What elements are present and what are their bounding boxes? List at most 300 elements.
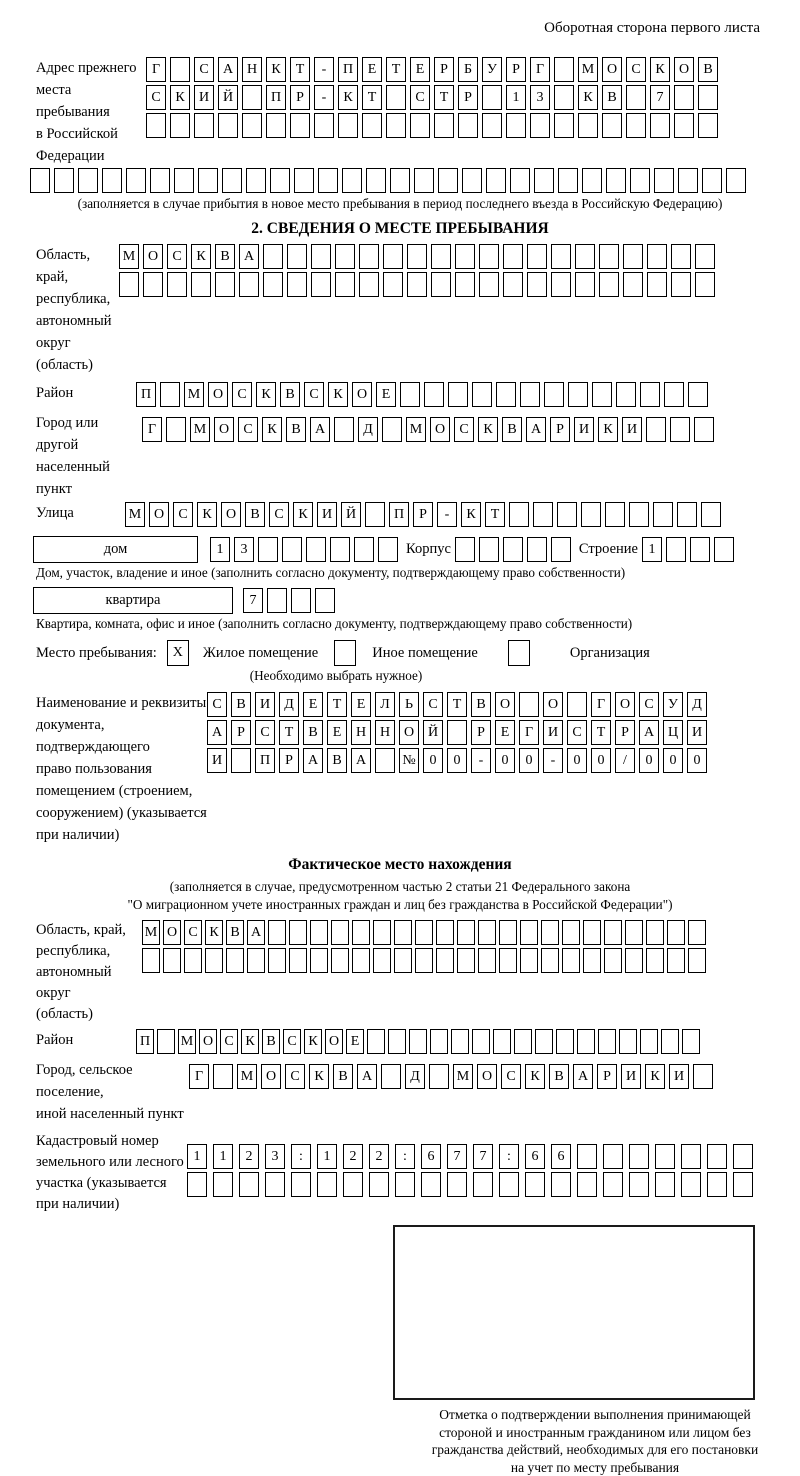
char-box[interactable]: Г — [146, 57, 166, 82]
char-box[interactable]: В — [280, 382, 300, 407]
char-box[interactable] — [362, 113, 382, 138]
char-box[interactable] — [157, 1029, 175, 1054]
char-box[interactable]: К — [328, 382, 348, 407]
char-box[interactable]: 1 — [210, 537, 230, 562]
char-box[interactable] — [534, 168, 554, 193]
char-box[interactable]: В — [333, 1064, 353, 1089]
char-box[interactable] — [530, 113, 550, 138]
char-box[interactable]: 7 — [447, 1144, 467, 1169]
char-box[interactable] — [143, 272, 163, 297]
char-box[interactable]: Д — [405, 1064, 425, 1089]
char-box[interactable]: 0 — [567, 748, 587, 773]
char-box[interactable] — [625, 948, 643, 973]
char-box[interactable] — [623, 272, 643, 297]
char-box[interactable]: С — [639, 692, 659, 717]
char-box[interactable] — [661, 1029, 679, 1054]
char-box[interactable]: К — [478, 417, 498, 442]
char-box[interactable]: Е — [495, 720, 515, 745]
char-box[interactable]: 0 — [591, 748, 611, 773]
checkbox-other-premises[interactable] — [334, 640, 356, 666]
char-box[interactable] — [527, 537, 547, 562]
char-box[interactable] — [431, 272, 451, 297]
char-box[interactable]: С — [207, 692, 227, 717]
char-box[interactable] — [289, 920, 307, 945]
char-box[interactable] — [558, 168, 578, 193]
char-box[interactable] — [473, 1172, 493, 1197]
char-box[interactable]: А — [310, 417, 330, 442]
char-box[interactable]: 0 — [447, 748, 467, 773]
char-box[interactable] — [226, 948, 244, 973]
char-box[interactable] — [213, 1064, 233, 1089]
char-box[interactable]: 1 — [213, 1144, 233, 1169]
char-box[interactable] — [533, 502, 553, 527]
char-box[interactable]: М — [142, 920, 160, 945]
char-box[interactable] — [455, 272, 475, 297]
char-box[interactable]: 1 — [317, 1144, 337, 1169]
char-box[interactable]: А — [303, 748, 323, 773]
char-box[interactable] — [458, 113, 478, 138]
char-box[interactable] — [334, 417, 354, 442]
char-box[interactable]: В — [215, 244, 235, 269]
char-box[interactable] — [479, 272, 499, 297]
char-box[interactable]: Е — [362, 57, 382, 82]
char-box[interactable] — [664, 382, 684, 407]
char-box[interactable]: Е — [351, 692, 371, 717]
char-box[interactable] — [395, 1172, 415, 1197]
char-box[interactable] — [554, 113, 574, 138]
char-box[interactable] — [424, 382, 444, 407]
char-box[interactable] — [415, 948, 433, 973]
char-box[interactable]: А — [526, 417, 546, 442]
char-box[interactable]: С — [501, 1064, 521, 1089]
char-box[interactable]: О — [602, 57, 622, 82]
char-box[interactable] — [410, 113, 430, 138]
char-box[interactable] — [170, 113, 190, 138]
char-box[interactable]: С — [626, 57, 646, 82]
char-box[interactable]: 7 — [243, 588, 263, 613]
char-box[interactable] — [667, 920, 685, 945]
char-box[interactable] — [388, 1029, 406, 1054]
char-box[interactable] — [606, 168, 626, 193]
char-box[interactable]: О — [325, 1029, 343, 1054]
char-box[interactable] — [640, 1029, 658, 1054]
char-box[interactable]: Й — [423, 720, 443, 745]
char-box[interactable]: С — [285, 1064, 305, 1089]
char-box[interactable] — [268, 920, 286, 945]
char-box[interactable]: П — [255, 748, 275, 773]
char-box[interactable] — [667, 948, 685, 973]
char-box[interactable]: С — [194, 57, 214, 82]
char-box[interactable]: К — [170, 85, 190, 110]
char-box[interactable]: 0 — [495, 748, 515, 773]
char-box[interactable]: С — [454, 417, 474, 442]
char-box[interactable]: : — [499, 1144, 519, 1169]
char-box[interactable]: С — [173, 502, 193, 527]
char-box[interactable] — [310, 948, 328, 973]
char-box[interactable] — [478, 948, 496, 973]
char-box[interactable]: Р — [597, 1064, 617, 1089]
char-box[interactable]: В — [286, 417, 306, 442]
char-box[interactable]: И — [669, 1064, 689, 1089]
char-box[interactable]: И — [207, 748, 227, 773]
char-box[interactable] — [479, 244, 499, 269]
char-box[interactable] — [365, 502, 385, 527]
char-box[interactable]: Р — [615, 720, 635, 745]
char-box[interactable] — [213, 1172, 233, 1197]
char-box[interactable]: В — [549, 1064, 569, 1089]
char-box[interactable]: И — [687, 720, 707, 745]
char-box[interactable] — [451, 1029, 469, 1054]
char-box[interactable] — [394, 920, 412, 945]
char-box[interactable] — [695, 272, 715, 297]
char-box[interactable]: А — [247, 920, 265, 945]
char-box[interactable] — [409, 1029, 427, 1054]
char-box[interactable]: О — [143, 244, 163, 269]
char-box[interactable]: О — [477, 1064, 497, 1089]
char-box[interactable] — [160, 382, 180, 407]
char-box[interactable]: С — [167, 244, 187, 269]
char-box[interactable] — [263, 272, 283, 297]
char-box[interactable] — [503, 244, 523, 269]
char-box[interactable]: О — [674, 57, 694, 82]
char-box[interactable] — [520, 920, 538, 945]
char-box[interactable] — [707, 1172, 727, 1197]
char-box[interactable]: Е — [303, 692, 323, 717]
char-box[interactable] — [577, 1029, 595, 1054]
char-box[interactable] — [306, 537, 326, 562]
char-box[interactable] — [390, 168, 410, 193]
char-box[interactable]: П — [136, 1029, 154, 1054]
char-box[interactable] — [258, 537, 278, 562]
char-box[interactable]: - — [437, 502, 457, 527]
char-box[interactable]: Г — [189, 1064, 209, 1089]
char-box[interactable]: 2 — [239, 1144, 259, 1169]
char-box[interactable] — [457, 920, 475, 945]
char-box[interactable]: Т — [279, 720, 299, 745]
char-box[interactable]: К — [241, 1029, 259, 1054]
char-box[interactable] — [688, 382, 708, 407]
char-box[interactable] — [678, 168, 698, 193]
char-box[interactable] — [430, 1029, 448, 1054]
char-box[interactable] — [592, 382, 612, 407]
char-box[interactable]: - — [314, 57, 334, 82]
char-box[interactable] — [191, 272, 211, 297]
char-box[interactable]: 7 — [650, 85, 670, 110]
char-box[interactable]: К — [309, 1064, 329, 1089]
char-box[interactable]: 6 — [421, 1144, 441, 1169]
char-box[interactable]: С — [232, 382, 252, 407]
char-box[interactable]: К — [461, 502, 481, 527]
char-box[interactable]: И — [621, 1064, 641, 1089]
char-box[interactable]: С — [269, 502, 289, 527]
char-box[interactable] — [520, 948, 538, 973]
char-box[interactable]: 0 — [519, 748, 539, 773]
char-box[interactable] — [429, 1064, 449, 1089]
char-box[interactable]: О — [430, 417, 450, 442]
char-box[interactable] — [265, 1172, 285, 1197]
char-box[interactable] — [314, 113, 334, 138]
char-box[interactable]: К — [598, 417, 618, 442]
char-box[interactable]: И — [255, 692, 275, 717]
char-box[interactable] — [407, 272, 427, 297]
char-box[interactable] — [119, 272, 139, 297]
char-box[interactable]: 1 — [642, 537, 662, 562]
char-box[interactable] — [263, 244, 283, 269]
char-box[interactable] — [666, 537, 686, 562]
char-box[interactable]: С — [423, 692, 443, 717]
char-box[interactable] — [690, 537, 710, 562]
char-box[interactable] — [562, 920, 580, 945]
char-box[interactable] — [146, 113, 166, 138]
char-box[interactable] — [310, 920, 328, 945]
char-box[interactable] — [698, 113, 718, 138]
char-box[interactable] — [575, 244, 595, 269]
char-box[interactable]: О — [399, 720, 419, 745]
char-box[interactable]: К — [262, 417, 282, 442]
char-box[interactable] — [693, 1064, 713, 1089]
char-box[interactable]: - — [471, 748, 491, 773]
char-box[interactable] — [373, 920, 391, 945]
char-box[interactable]: О — [214, 417, 234, 442]
char-box[interactable] — [268, 948, 286, 973]
char-box[interactable]: У — [663, 692, 683, 717]
char-box[interactable] — [677, 502, 697, 527]
char-box[interactable] — [400, 382, 420, 407]
char-box[interactable] — [623, 244, 643, 269]
char-box[interactable]: К — [525, 1064, 545, 1089]
char-box[interactable] — [407, 244, 427, 269]
char-box[interactable] — [577, 1144, 597, 1169]
char-box[interactable]: Т — [362, 85, 382, 110]
char-box[interactable] — [575, 272, 595, 297]
char-box[interactable]: 2 — [369, 1144, 389, 1169]
char-box[interactable]: 0 — [639, 748, 659, 773]
char-box[interactable] — [373, 948, 391, 973]
char-box[interactable] — [342, 168, 362, 193]
char-box[interactable]: - — [543, 748, 563, 773]
char-box[interactable] — [578, 113, 598, 138]
char-box[interactable]: М — [125, 502, 145, 527]
char-box[interactable]: Е — [376, 382, 396, 407]
char-box[interactable]: Р — [434, 57, 454, 82]
char-box[interactable] — [150, 168, 170, 193]
char-box[interactable] — [414, 168, 434, 193]
char-box[interactable]: Т — [386, 57, 406, 82]
char-box[interactable] — [629, 1144, 649, 1169]
char-box[interactable]: Н — [351, 720, 371, 745]
char-box[interactable] — [315, 588, 335, 613]
char-box[interactable]: К — [304, 1029, 322, 1054]
char-box[interactable] — [479, 537, 499, 562]
char-box[interactable] — [215, 272, 235, 297]
char-box[interactable] — [509, 502, 529, 527]
char-box[interactable] — [583, 920, 601, 945]
char-box[interactable]: 1 — [187, 1144, 207, 1169]
char-box[interactable] — [102, 168, 122, 193]
char-box[interactable] — [551, 272, 571, 297]
char-box[interactable] — [604, 948, 622, 973]
char-box[interactable] — [386, 85, 406, 110]
char-box[interactable] — [604, 920, 622, 945]
char-box[interactable] — [599, 272, 619, 297]
char-box[interactable]: Т — [447, 692, 467, 717]
char-box[interactable] — [242, 113, 262, 138]
char-box[interactable]: Ц — [663, 720, 683, 745]
char-box[interactable] — [670, 417, 690, 442]
char-box[interactable] — [562, 948, 580, 973]
char-box[interactable]: К — [197, 502, 217, 527]
char-box[interactable] — [436, 948, 454, 973]
char-box[interactable] — [166, 417, 186, 442]
char-box[interactable] — [707, 1144, 727, 1169]
char-box[interactable]: Е — [327, 720, 347, 745]
char-box[interactable] — [582, 168, 602, 193]
char-box[interactable] — [640, 382, 660, 407]
char-box[interactable]: Н — [375, 720, 395, 745]
char-box[interactable] — [381, 1064, 401, 1089]
char-box[interactable] — [318, 168, 338, 193]
char-box[interactable]: М — [406, 417, 426, 442]
char-box[interactable] — [382, 417, 402, 442]
char-box[interactable]: П — [389, 502, 409, 527]
char-box[interactable] — [551, 537, 571, 562]
char-box[interactable] — [654, 168, 674, 193]
char-box[interactable] — [544, 382, 564, 407]
char-box[interactable]: С — [255, 720, 275, 745]
char-box[interactable] — [170, 57, 190, 82]
char-box[interactable]: Т — [434, 85, 454, 110]
char-box[interactable] — [167, 272, 187, 297]
char-box[interactable] — [478, 920, 496, 945]
char-box[interactable]: Н — [242, 57, 262, 82]
char-box[interactable] — [726, 168, 746, 193]
char-box[interactable] — [520, 382, 540, 407]
char-box[interactable] — [647, 244, 667, 269]
char-box[interactable]: М — [178, 1029, 196, 1054]
char-box[interactable] — [30, 168, 50, 193]
char-box[interactable] — [603, 1144, 623, 1169]
char-box[interactable]: М — [190, 417, 210, 442]
char-box[interactable] — [438, 168, 458, 193]
char-box[interactable] — [222, 168, 242, 193]
char-box[interactable] — [655, 1144, 675, 1169]
char-box[interactable] — [291, 1172, 311, 1197]
char-box[interactable]: Б — [458, 57, 478, 82]
char-box[interactable] — [394, 948, 412, 973]
char-box[interactable]: И — [194, 85, 214, 110]
char-box[interactable]: : — [395, 1144, 415, 1169]
char-box[interactable]: В — [226, 920, 244, 945]
char-box[interactable]: : — [291, 1144, 311, 1169]
char-box[interactable] — [457, 948, 475, 973]
char-box[interactable]: Т — [485, 502, 505, 527]
char-box[interactable] — [671, 272, 691, 297]
char-box[interactable]: Е — [410, 57, 430, 82]
char-box[interactable] — [359, 244, 379, 269]
char-box[interactable] — [455, 244, 475, 269]
char-box[interactable]: С — [304, 382, 324, 407]
checkbox-organization[interactable] — [508, 640, 530, 666]
char-box[interactable]: № — [399, 748, 419, 773]
char-box[interactable] — [646, 920, 664, 945]
char-box[interactable]: П — [136, 382, 156, 407]
char-box[interactable]: - — [314, 85, 334, 110]
char-box[interactable]: 6 — [551, 1144, 571, 1169]
char-box[interactable] — [510, 168, 530, 193]
char-box[interactable]: Р — [279, 748, 299, 773]
char-box[interactable] — [431, 244, 451, 269]
char-box[interactable] — [682, 1029, 700, 1054]
char-box[interactable] — [493, 1029, 511, 1054]
char-box[interactable]: М — [119, 244, 139, 269]
char-box[interactable]: Е — [346, 1029, 364, 1054]
char-box[interactable] — [421, 1172, 441, 1197]
char-box[interactable]: А — [239, 244, 259, 269]
char-box[interactable] — [447, 1172, 467, 1197]
char-box[interactable] — [506, 113, 526, 138]
char-box[interactable] — [472, 382, 492, 407]
char-box[interactable] — [378, 537, 398, 562]
char-box[interactable] — [688, 920, 706, 945]
char-box[interactable] — [733, 1172, 753, 1197]
char-box[interactable] — [650, 113, 670, 138]
char-box[interactable]: О — [352, 382, 372, 407]
char-box[interactable] — [174, 168, 194, 193]
char-box[interactable] — [626, 85, 646, 110]
char-box[interactable]: К — [293, 502, 313, 527]
char-box[interactable] — [598, 1029, 616, 1054]
char-box[interactable] — [331, 948, 349, 973]
char-box[interactable]: 0 — [663, 748, 683, 773]
char-box[interactable] — [187, 1172, 207, 1197]
char-box[interactable] — [331, 920, 349, 945]
char-box[interactable]: И — [317, 502, 337, 527]
char-box[interactable] — [367, 1029, 385, 1054]
char-box[interactable] — [646, 417, 666, 442]
char-box[interactable]: Р — [413, 502, 433, 527]
char-box[interactable]: В — [327, 748, 347, 773]
char-box[interactable] — [142, 948, 160, 973]
char-box[interactable]: Й — [218, 85, 238, 110]
char-box[interactable]: 1 — [506, 85, 526, 110]
char-box[interactable] — [619, 1029, 637, 1054]
char-box[interactable]: М — [237, 1064, 257, 1089]
char-box[interactable]: У — [482, 57, 502, 82]
char-box[interactable] — [695, 244, 715, 269]
char-box[interactable]: 2 — [343, 1144, 363, 1169]
char-box[interactable]: Р — [550, 417, 570, 442]
char-box[interactable] — [434, 113, 454, 138]
char-box[interactable] — [541, 948, 559, 973]
char-box[interactable] — [352, 948, 370, 973]
char-box[interactable] — [198, 168, 218, 193]
char-box[interactable] — [482, 113, 502, 138]
char-box[interactable]: 7 — [473, 1144, 493, 1169]
char-box[interactable]: 3 — [265, 1144, 285, 1169]
char-box[interactable] — [499, 1172, 519, 1197]
char-box[interactable]: М — [578, 57, 598, 82]
checkbox-residential[interactable]: X — [167, 640, 189, 666]
char-box[interactable] — [599, 244, 619, 269]
char-box[interactable] — [702, 168, 722, 193]
char-box[interactable]: К — [338, 85, 358, 110]
char-box[interactable]: А — [639, 720, 659, 745]
char-box[interactable]: В — [698, 57, 718, 82]
char-box[interactable] — [246, 168, 266, 193]
char-box[interactable]: А — [207, 720, 227, 745]
char-box[interactable] — [541, 920, 559, 945]
char-box[interactable]: 6 — [525, 1144, 545, 1169]
